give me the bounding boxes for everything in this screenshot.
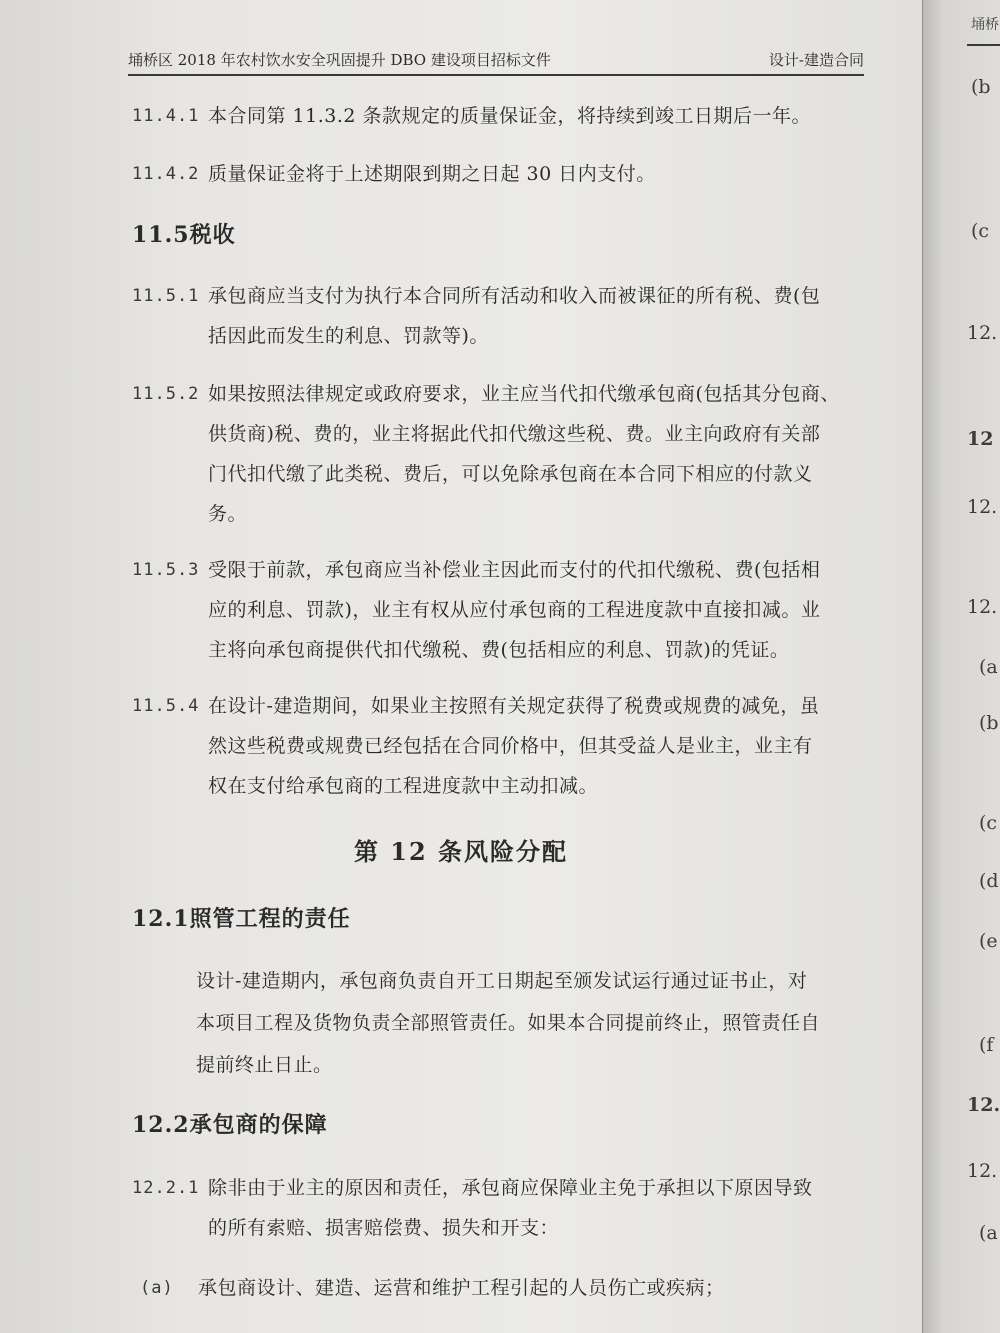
clause-text: 质量保证金将于上述期限到期之日起 30 日内支付。 bbox=[208, 163, 656, 185]
clause-line: 括因此而发生的利息、罚款等)。 bbox=[208, 325, 489, 347]
next-page-fragment: 12. bbox=[967, 322, 998, 344]
clause-number: 11.5.3 bbox=[132, 560, 200, 580]
next-page-fragment: (a bbox=[979, 656, 998, 678]
clause-line: 权在支付给承包商的工程进度款中主动扣减。 bbox=[208, 775, 599, 797]
clause-11-5-4 bbox=[132, 686, 892, 806]
next-page-fragment: 12. bbox=[967, 1094, 1000, 1116]
next-page-fragment: (e bbox=[979, 930, 998, 952]
paragraph-line: 提前终止日止。 bbox=[196, 1054, 333, 1076]
clause-line: 除非由于业主的原因和责任，承包商应保障业主免于承担以下原因导致 bbox=[208, 1177, 813, 1199]
next-page-header-rule bbox=[967, 44, 1000, 46]
next-page-fragment: (b bbox=[979, 712, 999, 734]
item-text: 承包商设计、建造、运营和维护工程引起的人员伤亡或疾病； bbox=[198, 1277, 725, 1299]
clause-number: 11.4.1 bbox=[132, 106, 200, 126]
clause-number: 11.5.4 bbox=[132, 696, 200, 716]
clause-11-4-1 bbox=[132, 96, 892, 136]
section-heading-12-1: 12.1照管工程的责任 bbox=[132, 906, 351, 932]
clause-line: 应的利息、罚款)，业主有权从应付承包商的工程进度款中直接扣减。业 bbox=[208, 599, 821, 621]
clause-number: 12.2.1 bbox=[132, 1178, 200, 1198]
clause-line: 如果按照法律规定或政府要求，业主应当代扣代缴承包商(包括其分包商、 bbox=[208, 383, 840, 405]
paragraph-12-1 bbox=[196, 960, 876, 1086]
paragraph-line: 本项目工程及货物负责全部照管责任。如果本合同提前终止，照管责任自 bbox=[196, 1012, 821, 1034]
clause-number: 11.4.2 bbox=[132, 164, 200, 184]
header-section-title: 设计-建造合同 bbox=[768, 51, 864, 69]
clause-11-5-1 bbox=[132, 276, 892, 356]
paragraph-line: 设计-建造期内，承包商负责自开工日期起至颁发试运行通过证书止，对 bbox=[196, 970, 808, 992]
item-label: (a) bbox=[140, 1278, 174, 1298]
clause-line: 在设计-建造期间，如果业主按照有关规定获得了税费或规费的减免，虽 bbox=[208, 695, 820, 717]
next-page-fragment: 12. bbox=[967, 496, 998, 518]
next-page-fragment: 12 bbox=[967, 428, 994, 450]
clause-11-5-3 bbox=[132, 550, 892, 670]
clause-line: 承包商应当支付为执行本合同所有活动和收入而被课征的所有税、费(包 bbox=[208, 285, 821, 307]
header-document-title: 埇桥区 2018 年农村饮水安全巩固提升 DBO 建设项目招标文件 bbox=[128, 51, 551, 69]
next-page-fragment: (a bbox=[979, 1222, 998, 1244]
next-page-fragment: 12. bbox=[967, 596, 998, 618]
next-page-fragment: 12. bbox=[967, 1160, 998, 1182]
next-page-header: 埇桥 bbox=[971, 17, 999, 33]
clause-12-2-1 bbox=[132, 1168, 892, 1248]
clause-number: 11.5.2 bbox=[132, 384, 200, 404]
next-page-fragment: (c bbox=[979, 812, 998, 834]
list-item-a bbox=[140, 1268, 900, 1308]
clause-11-4-2 bbox=[132, 154, 892, 194]
clause-11-5-2 bbox=[132, 374, 892, 534]
clause-line: 门代扣代缴了此类税、费后，可以免除承包商在本合同下相应的付款义 bbox=[208, 463, 813, 485]
clause-text: 本合同第 11.3.2 条款规定的质量保证金，将持续到竣工日期后一年。 bbox=[208, 105, 812, 127]
clause-line: 供货商)税、费的，业主将据此代扣代缴这些税、费。业主向政府有关部 bbox=[208, 423, 821, 445]
section-heading-11-5: 11.5税收 bbox=[132, 222, 236, 248]
next-page-fragment: (c bbox=[971, 220, 990, 242]
clause-line: 务。 bbox=[208, 503, 248, 525]
next-page-fragment: (b bbox=[971, 76, 991, 98]
next-page-fragment: (d bbox=[979, 870, 999, 892]
article-title: 第 12 条风险分配 bbox=[353, 837, 569, 866]
next-page-fragment: (f bbox=[979, 1034, 994, 1056]
clause-number: 11.5.1 bbox=[132, 286, 200, 306]
section-heading-12-2: 12.2承包商的保障 bbox=[132, 1112, 328, 1138]
clause-line: 主将向承包商提供代扣代缴税、费(包括相应的利息、罚款)的凭证。 bbox=[208, 639, 790, 661]
clause-line: 的所有索赔、损害赔偿费、损失和开支： bbox=[208, 1217, 560, 1239]
next-page-edge bbox=[922, 0, 1000, 1333]
clause-line: 然这些税费或规费已经包括在合同价格中，但其受益人是业主，业主有 bbox=[208, 735, 813, 757]
clause-line: 受限于前款，承包商应当补偿业主因此而支付的代扣代缴税、费(包括相 bbox=[208, 559, 821, 581]
page-header bbox=[128, 34, 864, 76]
